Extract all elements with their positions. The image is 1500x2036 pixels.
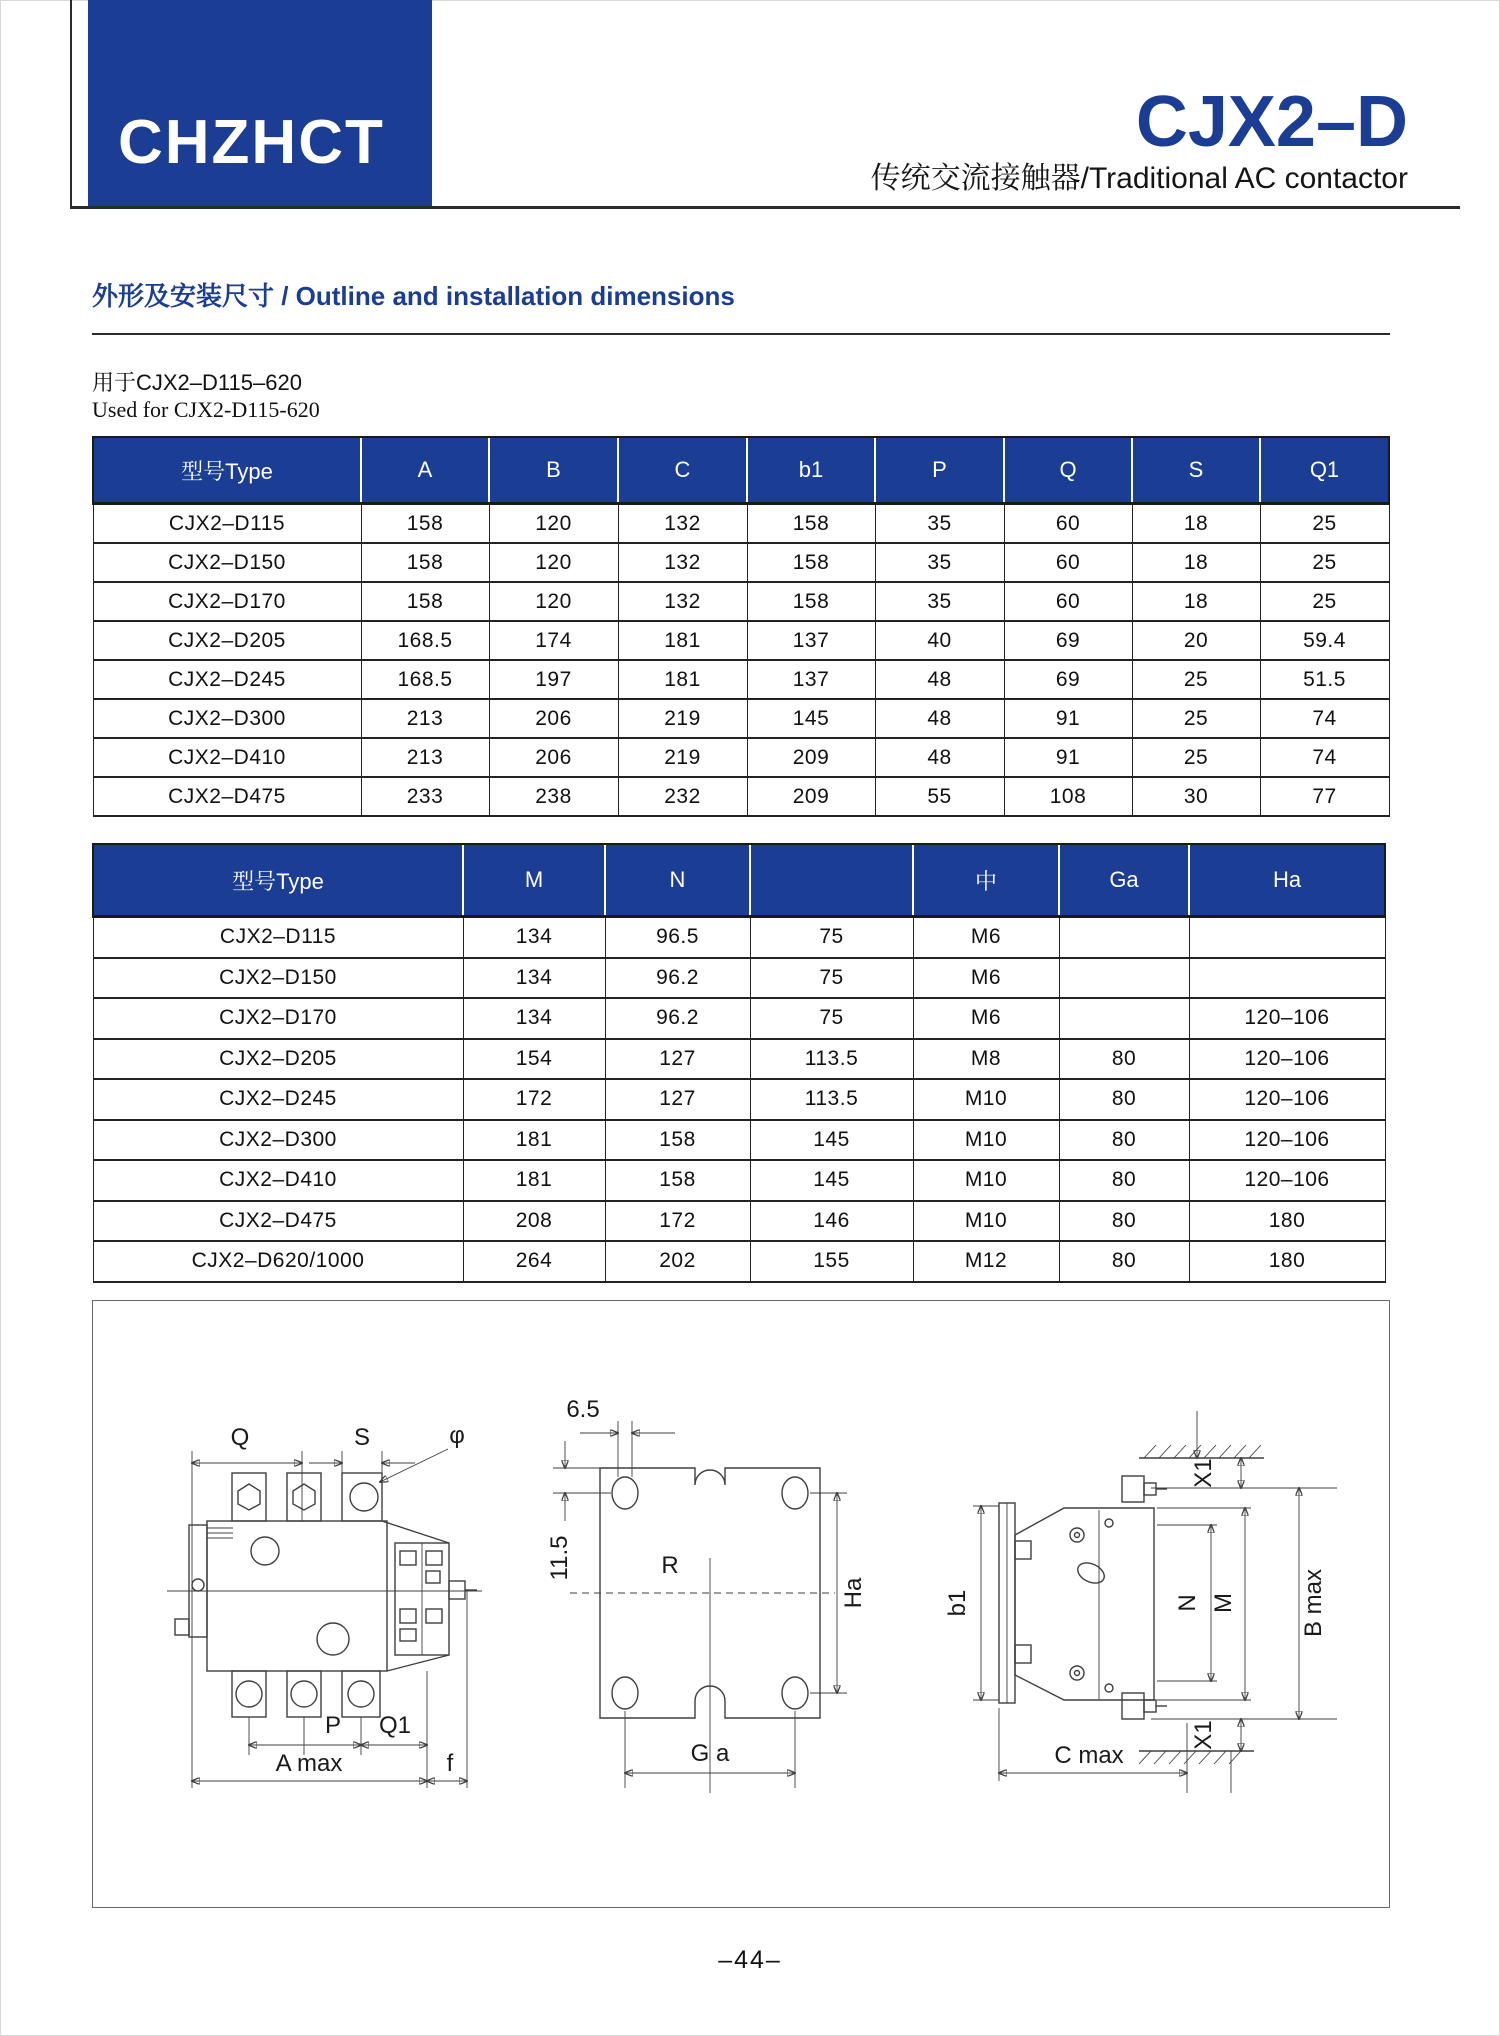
dim-label-b-max: B max <box>1300 1568 1327 1638</box>
value-cell <box>1189 958 1385 999</box>
value-cell: 213 <box>361 699 489 738</box>
value-cell: 132 <box>618 543 747 582</box>
product-code: CJX2–D <box>1135 82 1408 162</box>
table-row <box>93 1039 1385 1080</box>
dim-label-phi: φ <box>449 1422 465 1449</box>
value-cell: 158 <box>361 582 489 621</box>
value-cell: 158 <box>361 543 489 582</box>
dim-label-x1-bottom: X1 <box>1190 1720 1217 1750</box>
value-cell: M6 <box>913 958 1059 999</box>
side-view-drawing <box>939 1373 1359 1843</box>
column-header <box>750 844 913 917</box>
value-cell: 25 <box>1132 660 1260 699</box>
table-row <box>93 699 1389 738</box>
value-cell <box>1059 958 1189 999</box>
value-cell: 60 <box>1004 504 1132 544</box>
value-cell: 40 <box>875 621 1004 660</box>
value-cell <box>1059 998 1189 1039</box>
value-cell: M10 <box>913 1160 1059 1201</box>
value-cell: 75 <box>750 998 913 1039</box>
dim-label-x1-top: X1 <box>1190 1458 1217 1488</box>
value-cell: 120–106 <box>1189 1039 1385 1080</box>
dim-label-ga: G a <box>690 1740 730 1767</box>
table-row <box>93 1241 1385 1282</box>
value-cell: 80 <box>1059 1160 1189 1201</box>
value-cell: 108 <box>1004 777 1132 816</box>
value-cell: 181 <box>618 660 747 699</box>
value-cell: 96.2 <box>605 998 750 1039</box>
model-cell: CJX2–D170 <box>93 582 361 621</box>
value-cell: 113.5 <box>750 1039 913 1080</box>
value-cell: 145 <box>747 699 875 738</box>
value-cell: 158 <box>361 504 489 544</box>
value-cell: 96.2 <box>605 958 750 999</box>
value-cell: 120 <box>489 582 618 621</box>
table-row <box>93 660 1389 699</box>
column-header: 中 <box>913 844 1059 917</box>
column-header: 型号Type <box>93 844 463 917</box>
value-cell: 137 <box>747 660 875 699</box>
model-cell: CJX2–D205 <box>93 1039 463 1080</box>
value-cell: 137 <box>747 621 875 660</box>
model-cell: CJX2–D300 <box>93 699 361 738</box>
value-cell: 60 <box>1004 543 1132 582</box>
value-cell: 145 <box>750 1160 913 1201</box>
model-cell: CJX2–D410 <box>93 738 361 777</box>
value-cell: 80 <box>1059 1201 1189 1242</box>
product-subtitle: 传统交流接触器/Traditional AC contactor <box>870 162 1408 195</box>
value-cell: 238 <box>489 777 618 816</box>
column-header: P <box>875 437 1004 504</box>
value-cell: 219 <box>618 699 747 738</box>
dim-label-q: Q <box>230 1424 250 1451</box>
dim-label-n: N <box>1174 1594 1201 1612</box>
value-cell: 77 <box>1260 777 1389 816</box>
table-row <box>93 621 1389 660</box>
value-cell: 25 <box>1132 699 1260 738</box>
front-view-drawing <box>137 1373 557 1843</box>
model-cell: CJX2–D245 <box>93 660 361 699</box>
table-row <box>93 504 1389 544</box>
value-cell: 127 <box>605 1039 750 1080</box>
value-cell: 18 <box>1132 504 1260 544</box>
value-cell: 80 <box>1059 1241 1189 1282</box>
header-divider <box>70 206 1460 209</box>
value-cell: 25 <box>1260 504 1389 544</box>
value-cell: 120 <box>489 504 618 544</box>
value-cell: 134 <box>463 917 605 958</box>
value-cell: M6 <box>913 998 1059 1039</box>
left-margin-line <box>70 0 72 207</box>
value-cell: M12 <box>913 1241 1059 1282</box>
table-row <box>93 582 1389 621</box>
model-cell: CJX2–D205 <box>93 621 361 660</box>
value-cell: 74 <box>1260 699 1389 738</box>
value-cell: 120–106 <box>1189 998 1385 1039</box>
value-cell: 172 <box>605 1201 750 1242</box>
table-row <box>93 777 1389 816</box>
value-cell: 158 <box>605 1160 750 1201</box>
value-cell <box>1059 917 1189 958</box>
column-header: S <box>1132 437 1260 504</box>
value-cell: 25 <box>1260 543 1389 582</box>
column-header: b1 <box>747 437 875 504</box>
table-row <box>93 543 1389 582</box>
value-cell: 209 <box>747 777 875 816</box>
value-cell: 120–106 <box>1189 1120 1385 1161</box>
value-cell: 158 <box>605 1120 750 1161</box>
value-cell: M6 <box>913 917 1059 958</box>
value-cell: 174 <box>489 621 618 660</box>
value-cell: 80 <box>1059 1039 1189 1080</box>
value-cell: 158 <box>747 504 875 544</box>
model-cell: CJX2–D410 <box>93 1160 463 1201</box>
model-cell: CJX2–D475 <box>93 1201 463 1242</box>
value-cell: 132 <box>618 504 747 544</box>
dim-label-ha: Ha <box>840 1577 867 1609</box>
value-cell: 206 <box>489 738 618 777</box>
value-cell: 213 <box>361 738 489 777</box>
value-cell: 96.5 <box>605 917 750 958</box>
value-cell: 91 <box>1004 699 1132 738</box>
value-cell: 180 <box>1189 1201 1385 1242</box>
model-cell: CJX2–D115 <box>93 917 463 958</box>
model-cell: CJX2–D150 <box>93 958 463 999</box>
value-cell: M10 <box>913 1201 1059 1242</box>
value-cell: 69 <box>1004 660 1132 699</box>
value-cell: 202 <box>605 1241 750 1282</box>
value-cell: 158 <box>747 543 875 582</box>
logo-box <box>88 0 432 206</box>
value-cell: 168.5 <box>361 660 489 699</box>
mounting-plate-drawing <box>535 1373 955 1843</box>
value-cell: 48 <box>875 738 1004 777</box>
model-cell: CJX2–D245 <box>93 1079 463 1120</box>
value-cell: 208 <box>463 1201 605 1242</box>
table-row <box>93 958 1385 999</box>
column-header: Q1 <box>1260 437 1389 504</box>
value-cell: 209 <box>747 738 875 777</box>
value-cell: 30 <box>1132 777 1260 816</box>
value-cell: 113.5 <box>750 1079 913 1120</box>
value-cell: 180 <box>1189 1241 1385 1282</box>
value-cell: M10 <box>913 1120 1059 1161</box>
value-cell: 181 <box>618 621 747 660</box>
value-cell: 20 <box>1132 621 1260 660</box>
value-cell: 18 <box>1132 543 1260 582</box>
logo-text: CHZHCT <box>118 108 385 177</box>
value-cell: 80 <box>1059 1079 1189 1120</box>
column-header: C <box>618 437 747 504</box>
value-cell: 18 <box>1132 582 1260 621</box>
dim-label-f: f <box>446 1750 454 1777</box>
section-divider <box>92 333 1390 335</box>
table-row <box>93 998 1385 1039</box>
table-row <box>93 917 1385 958</box>
value-cell: 168.5 <box>361 621 489 660</box>
value-cell: 35 <box>875 543 1004 582</box>
value-cell: 120–106 <box>1189 1079 1385 1120</box>
model-cell: CJX2–D620/1000 <box>93 1241 463 1282</box>
value-cell: 145 <box>750 1120 913 1161</box>
dimensions-table-1 <box>92 436 1390 817</box>
value-cell: 264 <box>463 1241 605 1282</box>
value-cell: 75 <box>750 958 913 999</box>
drawings-panel <box>92 1300 1390 1908</box>
value-cell: 60 <box>1004 582 1132 621</box>
value-cell: 80 <box>1059 1120 1189 1161</box>
section-title: 外形及安装尺寸 / Outline and installation dimensions <box>92 281 735 311</box>
value-cell: 233 <box>361 777 489 816</box>
column-header: B <box>489 437 618 504</box>
value-cell: 48 <box>875 660 1004 699</box>
header-row <box>93 437 1389 504</box>
model-cell: CJX2–D170 <box>93 998 463 1039</box>
table-row <box>93 738 1389 777</box>
value-cell: 25 <box>1132 738 1260 777</box>
value-cell: 48 <box>875 699 1004 738</box>
value-cell: 232 <box>618 777 747 816</box>
value-cell: M10 <box>913 1079 1059 1120</box>
value-cell: 35 <box>875 582 1004 621</box>
header-row <box>93 844 1385 917</box>
usage-note-en: Used for CJX2-D115-620 <box>92 397 320 422</box>
column-header: 型号Type <box>93 437 361 504</box>
value-cell: 155 <box>750 1241 913 1282</box>
value-cell: 134 <box>463 998 605 1039</box>
dim-label-a-max: A max <box>275 1750 343 1777</box>
value-cell: 181 <box>463 1120 605 1161</box>
value-cell: 35 <box>875 504 1004 544</box>
dim-label-b1: b1 <box>944 1589 971 1617</box>
value-cell: 51.5 <box>1260 660 1389 699</box>
column-header: N <box>605 844 750 917</box>
value-cell: M8 <box>913 1039 1059 1080</box>
model-cell: CJX2–D475 <box>93 777 361 816</box>
value-cell: 172 <box>463 1079 605 1120</box>
table-row <box>93 1120 1385 1161</box>
dim-label-11-5: 11.5 <box>546 1535 573 1581</box>
value-cell: 206 <box>489 699 618 738</box>
value-cell: 146 <box>750 1201 913 1242</box>
dim-label-m: M <box>1210 1593 1237 1613</box>
column-header: Ha <box>1189 844 1385 917</box>
dim-label-q1: Q1 <box>378 1712 412 1739</box>
dim-label-6-5: 6.5 <box>566 1396 600 1423</box>
value-cell: 127 <box>605 1079 750 1120</box>
model-cell: CJX2–D150 <box>93 543 361 582</box>
table-row <box>93 1160 1385 1201</box>
dim-label-s: S <box>353 1424 371 1451</box>
value-cell: 219 <box>618 738 747 777</box>
column-header: Ga <box>1059 844 1189 917</box>
value-cell: 55 <box>875 777 1004 816</box>
column-header: Q <box>1004 437 1132 504</box>
usage-note-zh: 用于CJX2–D115–620 <box>92 370 302 395</box>
value-cell: 134 <box>463 958 605 999</box>
value-cell: 181 <box>463 1160 605 1201</box>
value-cell: 120 <box>489 543 618 582</box>
value-cell: 132 <box>618 582 747 621</box>
value-cell: 25 <box>1260 582 1389 621</box>
dimensions-table-2 <box>92 843 1386 1283</box>
value-cell: 197 <box>489 660 618 699</box>
dim-label-p: P <box>324 1712 342 1739</box>
value-cell: 154 <box>463 1039 605 1080</box>
model-cell: CJX2–D115 <box>93 504 361 544</box>
value-cell: 59.4 <box>1260 621 1389 660</box>
model-cell: CJX2–D300 <box>93 1120 463 1161</box>
dim-label-r: R <box>661 1552 679 1579</box>
value-cell: 158 <box>747 582 875 621</box>
value-cell: 120–106 <box>1189 1160 1385 1201</box>
dim-label-c-max: C max <box>1054 1742 1124 1769</box>
value-cell: 74 <box>1260 738 1389 777</box>
value-cell: 91 <box>1004 738 1132 777</box>
value-cell: 75 <box>750 917 913 958</box>
table-row <box>93 1079 1385 1120</box>
value-cell: 69 <box>1004 621 1132 660</box>
column-header: A <box>361 437 489 504</box>
value-cell <box>1189 917 1385 958</box>
table-row <box>93 1201 1385 1242</box>
column-header: M <box>463 844 605 917</box>
page-number: –44– <box>718 1946 782 1974</box>
